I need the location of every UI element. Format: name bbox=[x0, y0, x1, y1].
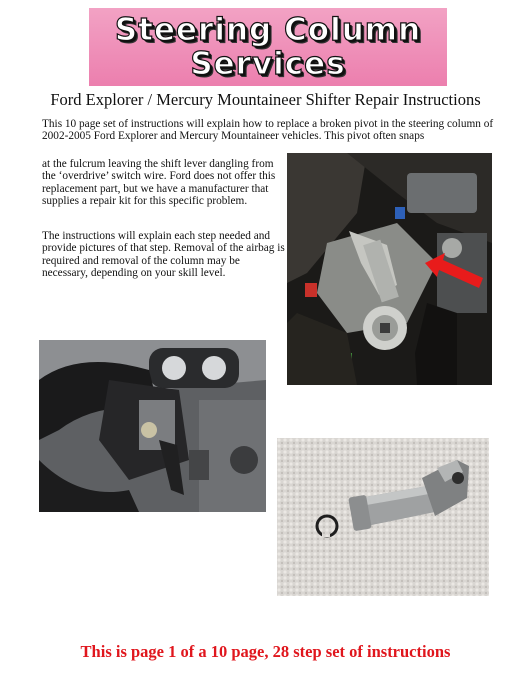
pivot-paragraph: at the fulcrum leaving the shift lever dangling from the ‘overdrive’ switch wire. Ford does not offer this replacement part, but we have a manufacturer that supplies a repair kit for this specific problem. bbox=[42, 158, 276, 208]
page-count-footer: This is page 1 of a 10 page, 28 step set of instructions bbox=[80, 642, 451, 661]
replacement-part-photo bbox=[277, 438, 489, 596]
title-banner bbox=[89, 8, 447, 86]
intro-paragraph: This 10 page set of instructions will explain how to replace a broken pivot in the steering column of 2002-2005 Ford Explorer and Mercury Mountaineer vehicles. This pivot often snaps bbox=[42, 118, 494, 143]
instructions-paragraph: The instructions will explain each step needed and provide pictures of that step. Removal of the airbag is required and removal of the column may be necessary, depending on your skill level. bbox=[42, 230, 285, 280]
dashboard-photo bbox=[39, 340, 266, 512]
banner-line-1: Steering Column bbox=[114, 12, 422, 48]
document-subtitle: Ford Explorer / Mercury Mountaineer Shifter Repair Instructions bbox=[50, 90, 481, 109]
banner-line-2: Services bbox=[190, 46, 346, 82]
steering-column-photo bbox=[287, 153, 492, 385]
